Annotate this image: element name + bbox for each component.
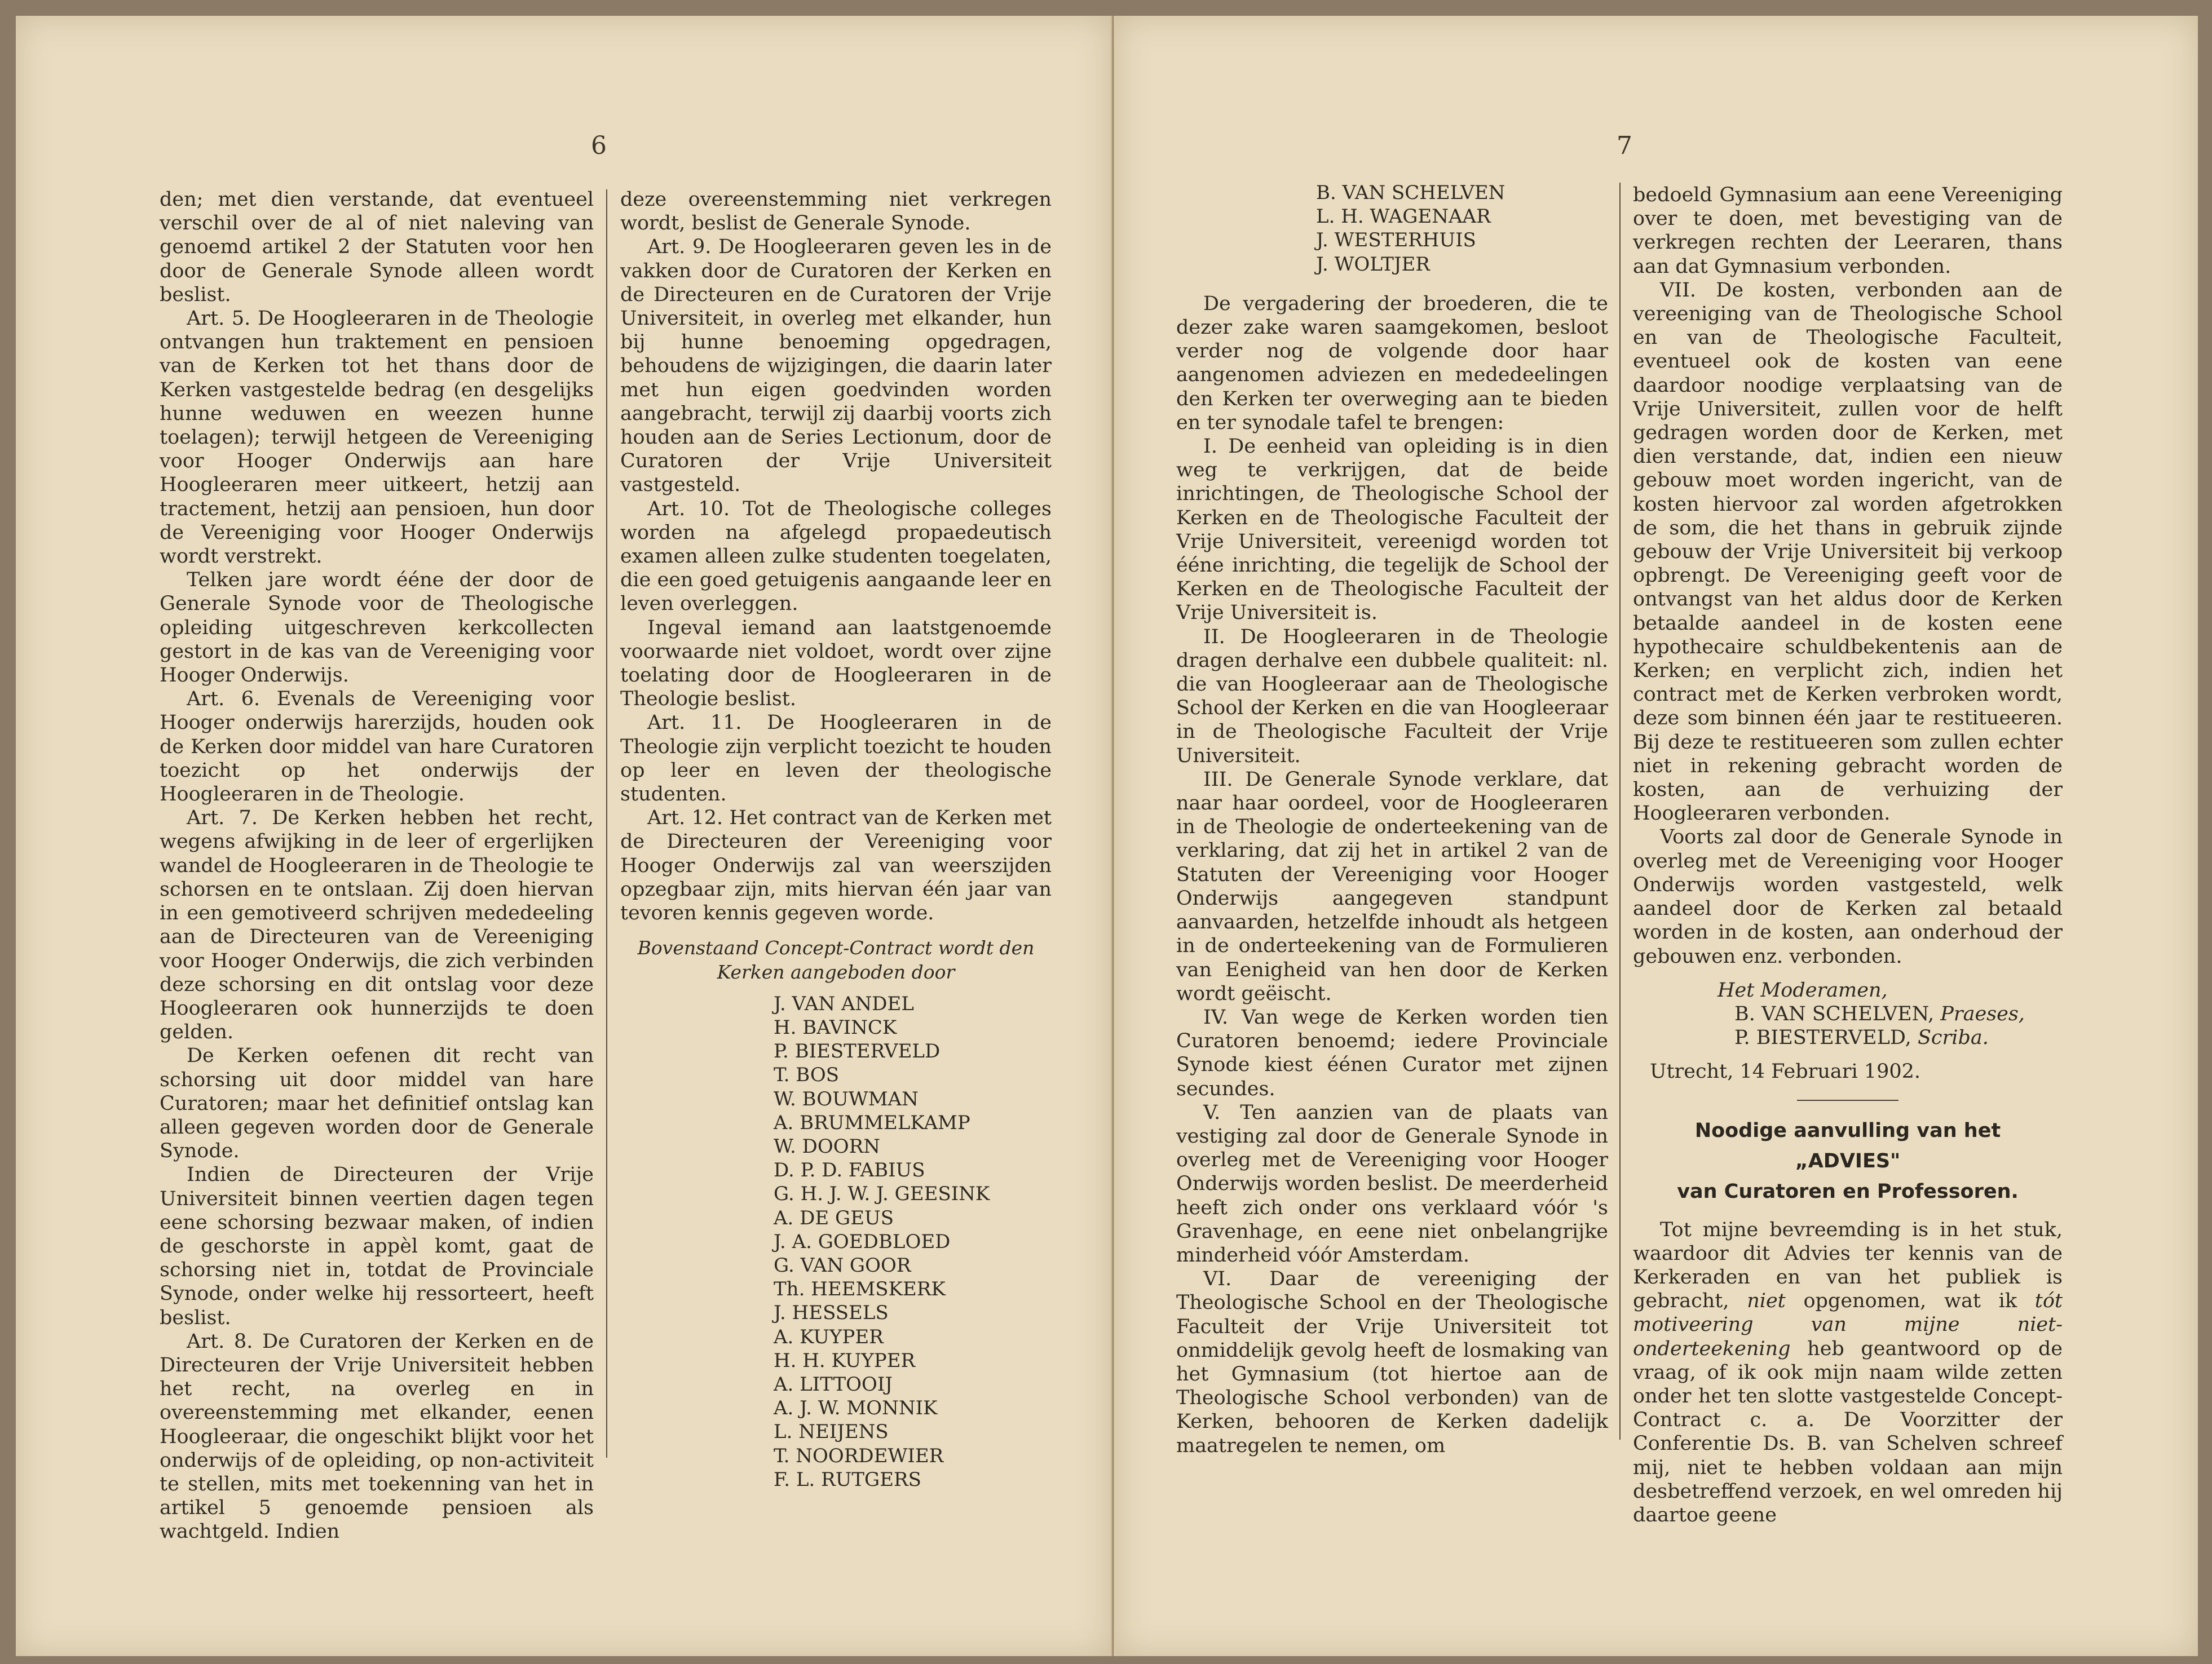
paragraph: IV. Van wege de Kerken worden tien Curatoren benoemd; iedere Provinciale Synode kiest éénen Curator met zijnen secundes. [1176,1006,1608,1100]
signatory-name: J. HESSELS [774,1302,889,1325]
final-text-niet: niet [1747,1290,1786,1313]
scriba-name: P. BIESTERVELD, [1734,1026,1911,1050]
paragraph: Telken jare wordt ééne der door de Generale Synode voor de Theologische opleiding uitgeschreven kerkcollecten gestort in de kas van de Vereeniging voor Hooger Onderwijs. [160,569,594,687]
signatory-name: A. LITTOOIJ [774,1373,893,1396]
final-text-motiveering: tót motiveering van mijne niet-onderteekening [1633,1290,2063,1360]
paragraph: Art. 5. De Hoogleeraren in de Theologie ontvangen hun traktement en pensioen van de Kerken tot het thans door de Kerken vastgestelde bedrag (en desgelijks hunne weduwen en weezen hunne toelagen); terwijl hetgeen de Vereeniging voor Hooger Onderwijs aan hare Hoogleeraren meer uitkeert, hetzij aan tractement, hetzij aan pensioen, hun door de Vereeniging voor Hooger Onderwijs wordt verstrekt. [160,307,594,568]
paragraph: Art. 9. De Hoogleeraren geven les in de vakken door de Curatoren der Kerken en de Directeuren en de Curatoren der Vrije Universiteit, in overleg met elkander, hun bij hunne benoeming opgedragen, behoudens de wijzigingen, die daarin later met hun eigen goedvinden worden aangebracht, terwijl zij daarbij voorts zich houden aan de Series Lectionum, door de Curatoren der Vrije Universiteit vastgesteld. [620,236,1052,497]
paragraph: deze overeenstemming niet verkregen wordt, beslist de Generale Synode. [620,188,1052,235]
signatory-list [774,992,1052,1492]
page-number: 6 [591,131,607,160]
paragraph: Art. 12. Het contract van de Kerken met de Directeuren der Vereeniging voor Hooger Onderwijs zal van weerszijden opzegbaar zijn, mits hiervan één jaar van tevoren kennis gegeven worde. [620,807,1052,925]
signatory-name: Th. HEEMSKERK [774,1278,946,1301]
paragraph: De Kerken oefenen dit recht van schorsing uit door middel van hare Curatoren; maar het definitief ontslag kan alleen gegeven worden door de Generale Synode. [160,1045,594,1163]
final-text-e: heb geantwoord op de vraag, of ik ook mijn naam wilde zetten onder het ten slotte vastgestelde Concept-Contract c. a. De Voorzitter der Conferentie Ds. B. van Schelven schreef mij, niet te hebben voldaan aan mijn desbetreffend verzoek, en wel omreden hij daartoe geene [1633,1337,2063,1526]
column-divider [606,189,607,1458]
right-column-2 [1633,183,2063,1527]
final-text-a: Tot mijne bevreemding is in het stuk, waardoor dit Advies ter kennis van de Kerkeraden en van het publiek is gebracht, [1633,1218,2063,1313]
section-divider [1797,1100,1898,1101]
section-heading-2: „ADVIES" [1795,1149,1901,1172]
left-column-1 [160,188,594,1544]
signatory-name: A. KUYPER [774,1325,884,1348]
left-column-2-text [620,188,1052,925]
page-number: 7 [1617,131,1632,160]
paragraph: Art. 11. De Hoogleeraren in de Theologie zijn verplicht toezicht te houden op leer en leven der theologische studenten. [620,711,1052,806]
signatory-name: A. BRUMMELKAMP [774,1111,970,1134]
moderamen-title: Het Moderamen, [1717,979,1888,1002]
signatory-name: F. L. RUTGERS [774,1468,921,1491]
column-divider [1619,183,1621,1440]
paragraph: Art. 6. Evenals de Vereeniging voor Hooger onderwijs harerzijds, houden ook de Kerken door middel van hare Curatoren toezicht op het onderwijs der Hoogleeraren in de Theologie. [160,688,594,806]
signatory-name: A. J. W. MONNIK [774,1397,938,1420]
paragraph: Ingeval iemand aan laatstgenoemde voorwaarde niet voldoet, wordt over zijne toelating door de Hoogleeraren in de Theologie beslist. [620,616,1052,711]
signatory-name: A. DE GEUS [774,1206,894,1229]
signatory-name: B. VAN SCHELVEN [1316,182,1505,204]
signatory-name: J. WOLTJER [1316,253,1430,276]
signatory-name: J. WESTERHUIS [1316,229,1476,252]
signatory-name: G. H. J. W. J. GEESINK [774,1183,990,1206]
signatory-name: J. VAN ANDEL [774,992,914,1015]
paragraph: Indien de Directeuren der Vrije Universiteit binnen veertien dagen tegen eene schorsing bezwaar maken, of indien de geschorste in appèl komt, gaat de schorsing niet in, totdat de Provinciale Synode, onder welke hij ressorteert, heeft beslist. [160,1163,594,1329]
offer-line-1: Bovenstaand Concept-Contract wordt den [637,937,1035,959]
paragraph: VII. De kosten, verbonden aan de vereeniging van de Theologische School en van de Theologische Faculteit, eventueel ook de kosten van eene daardoor noodige verplaatsing van de Vrije Universiteit, zullen voor de helft gedragen worden door de Kerken, met dien verstande, dat, indien een nieuw gebouw moet worden ingericht, van de kosten hiervoor zal worden afgetrokken de som, die het thans in gebruik zijnde gebouw der Vrije Universiteit bij verkoop opbrengt. De Vereeniging geeft voor de ontvangst van het aldus door de Kerken betaalde aandeel in de kosten eene hypothecaire schuldbekentenis aan de Kerken; en verplicht zich, indien het contract met de Kerken verbroken wordt, deze som binnen één jaar te restitueeren. Bij deze te restitueeren som zullen echter niet in rekening gebracht worden de kosten, aan de verhuizing der Hoogleeraren verbonden. [1633,278,2063,825]
signatory-name: W. DOORN [774,1135,880,1158]
left-column-2 [620,188,1052,1492]
signatory-name: T. NOORDEWIER [774,1444,944,1467]
signatory-name: H. BAVINCK [774,1016,897,1039]
paragraph: De vergadering der broederen, die te dezer zake waren saamgekomen, besloot verder nog de volgende door haar aangenomen adviezen en mededeelingen den Kerken ter overweging aan te bieden en ter synodale tafel te brengen: [1176,292,1608,434]
signatory-name: L. NEIJENS [774,1420,889,1444]
final-paragraph [1633,1218,2063,1528]
paragraph: den; met dien verstande, dat eventueel verschil over de al of niet naleving van genoemd artikel 2 der Statuten voor hen door de Generale Synode alleen wordt beslist. [160,188,594,306]
paragraph: II. De Hoogleeraren in de Theologie dragen derhalve een dubbele qualiteit: nl. die van Hoogleeraar aan de Theologische School der Kerken en die van Hoogleeraar in de Theologische Faculteit der Vrije Universiteit. [1176,625,1608,767]
paragraph: Art. 7. De Kerken hebben het recht, wegens afwijking in de leer of ergerlijken wandel de Hoogleeraren in de Theologie te schorsen en te ontslaan. Zij doen hiervan in een gemotiveerd schrijven mededeeling aan de Directeuren van de Vereeniging voor Hooger Onderwijs, die zich verbinden deze schorsing en dit ontslag voor deze Hoogleeraren ook hunnerzijds te doen gelden. [160,807,594,1044]
signatory-name: T. BOS [774,1064,840,1087]
final-text-c: opgenomen, wat ik [1803,1290,2017,1313]
paragraph: Voorts zal door de Generale Synode in overleg met de Vereeniging voor Hooger Onderwijs worden vastgesteld, welk aandeel door de Kerken zal betaald worden in de kosten, aan onderhoud der gebouwen enz. verbonden. [1633,826,2063,968]
paragraph: Art. 10. Tot de Theologische colleges worden na afgelegd propaedeutisch examen alleen zulke studenten toegelaten, die een goed getuigenis aangaande leer en leven overleggen. [620,497,1052,616]
praeses-role-text: Praeses, [1940,1002,2025,1025]
signatory-name: J. A. GOEDBLOED [774,1230,951,1253]
paragraph: III. De Generale Synode verklare, dat naar haar oordeel, voor de Hoogleeraren in de Theologie de onderteekening van de verklaring, dat zij het in artikel 2 van de Statuten der Vereeniging voor Hooger Onderwijs aangegeven standpunt aanvaarden, hetzelfde inhoudt als hetgeen in de onderteekening van de Formulieren van Eenigheid van hen door de Kerken wordt geëischt. [1176,768,1608,1005]
right-column-2-text [1633,183,2063,968]
place-date: Utrecht, 14 Februari 1902. [1650,1060,1921,1083]
signatory-list-continued [1316,181,1608,276]
signatory-name: W. BOUWMAN [774,1087,919,1110]
paragraph: I. De eenheid van opleiding is in dien weg te verkrijgen, dat de beide inrichtingen, de Theologische School der Kerken en de Theologische Faculteit der Vrije Universiteit, vereenigd worden tot ééne inrichting, die tegelijk de School der Kerken en de Theologische Faculteit der Vrije Universiteit is. [1176,435,1608,625]
left-page [16,16,1112,1656]
paragraph: Art. 8. De Curatoren der Kerken en de Directeuren der Vrije Universiteit hebben het recht, na overleg en in overeenstemming met elkander, eenen Hoogleeraar, die ongeschikt blijkt voor het onderwijs of de opleiding, op non-activiteit te stellen, mits met toekenning van het in artikel 5 genoemde pensioen als wachtgeld. Indien [160,1330,594,1543]
signatory-name: D. P. D. FABIUS [774,1159,925,1182]
section-heading-3: van Curatoren en Professoren. [1677,1180,2019,1203]
offer-line-2: Kerken aangeboden door [717,961,955,983]
paragraph: VI. Daar de vereeniging der Theologische School en der Theologische Faculteit der Vrije Universiteit tot onmiddelijk gevolg heeft de losmaking van het Gymnasium (tot hiertoe aan de Theologische School verbonden) van de Kerken, behooren de Kerken dadelijk maatregelen te nemen, om [1176,1268,1608,1457]
right-column-1 [1176,181,1608,1458]
right-page [1114,16,2198,1656]
signatory-name: H. H. KUYPER [774,1349,916,1372]
moderamen-scriba [1734,1026,2063,1050]
scriba-role: Scriba. [1917,1026,1989,1050]
praeses-name: B. VAN SCHELVEN, [1734,1002,1935,1025]
signatory-name: P. BIESTERVELD [774,1040,941,1063]
section-heading-1: Noodige aanvulling van het [1694,1119,2001,1142]
signatory-name: L. H. WAGENAAR [1316,205,1491,228]
paragraph: bedoeld Gymnasium aan eene Vereeniging over te doen, met bevestiging van de verkregen rechten der Leeraren, thans aan dat Gymnasium verbonden. [1633,184,2063,278]
moderamen-praeses [1734,1002,2063,1026]
paragraph: V. Ten aanzien van de plaats van vestiging zal door de Generale Synode in overleg met de Vereeniging voor Hooger Onderwijs worden beslist. De meerderheid heeft zich onder ons verklaard vóór 's Gravenhage, en eene niet onbelangrijke minderheid vóór Amsterdam. [1176,1101,1608,1267]
right-column-1-text [1176,292,1608,1458]
signatory-name: G. VAN GOOR [774,1254,911,1277]
